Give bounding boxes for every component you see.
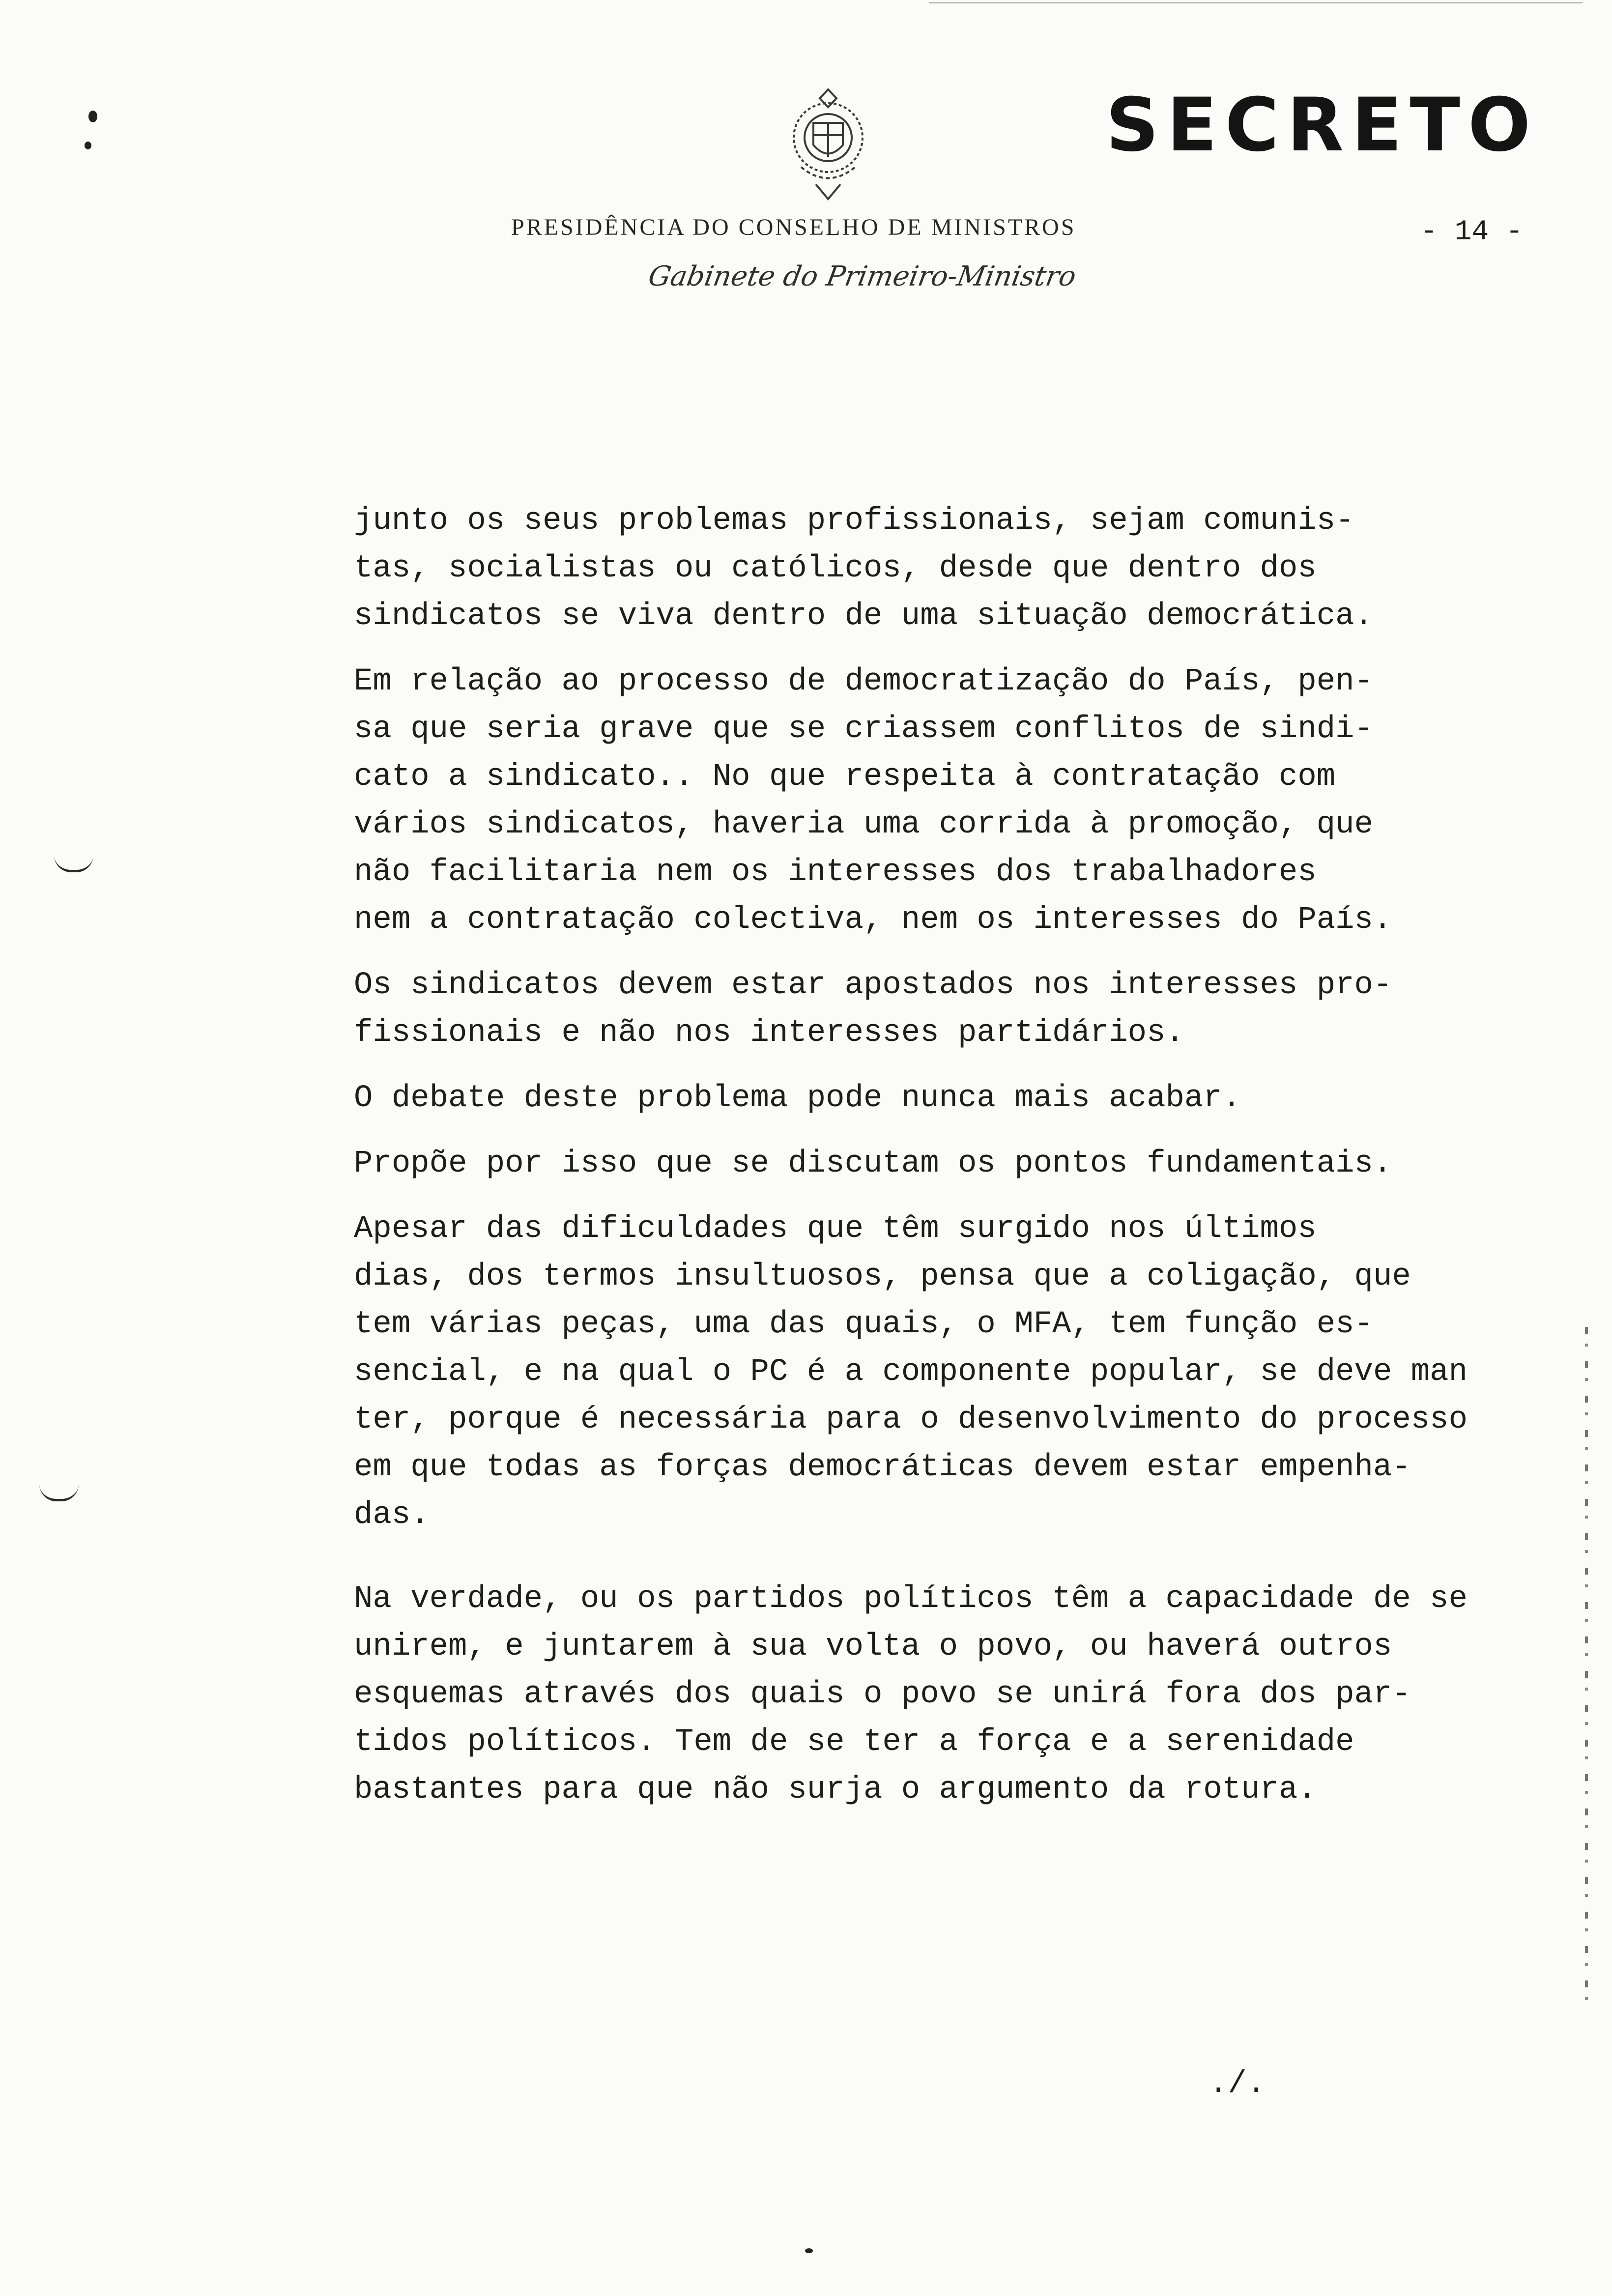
- text-line: tas, socialistas ou católicos, desde que dentro dos: [354, 551, 1317, 586]
- text-line: cato a sindicato.. No que respeita à contratação com: [354, 759, 1336, 795]
- scan-top-rule: [929, 2, 1583, 3]
- text-line: Propõe por isso que se discutam os pontos fundamentais.: [354, 1146, 1392, 1181]
- text-line: tem várias peças, uma das quais, o MFA, tem função es-: [354, 1307, 1373, 1342]
- scan-margin-artifact: [1585, 1327, 1588, 2015]
- text-line: junto os seus problemas profissionais, sejam comunis-: [354, 503, 1354, 539]
- text-line: Na verdade, ou os partidos políticos têm a capacidade de se: [354, 1581, 1468, 1617]
- text-line: esquemas através dos quais o povo se unirá fora dos par-: [354, 1677, 1411, 1712]
- text-line: bastantes para que não surja o argumento da rotura.: [354, 1772, 1317, 1808]
- text-line: fissionais e não nos interesses partidários.: [354, 1015, 1184, 1051]
- punch-hole-mark: [39, 1484, 79, 1501]
- text-line: nem a contratação colectiva, nem os interesses do País.: [354, 902, 1392, 938]
- text-line: em que todas as forças democráticas devem estar empenha-: [354, 1450, 1411, 1485]
- paragraph: [354, 1140, 1533, 1188]
- scan-speck: [88, 111, 97, 122]
- text-line: dias, dos termos insultuosos, pensa que a coligação, que: [354, 1259, 1411, 1294]
- paragraph: [354, 1075, 1533, 1122]
- text-line: não facilitaria nem os interesses dos trabalhadores: [354, 855, 1317, 890]
- continuation-mark: ./.: [1209, 2066, 1266, 2102]
- text-line: Em relação ao processo de democratização do País, pen-: [354, 664, 1373, 699]
- text-line: sa que seria grave que se criassem conflitos de sindi-: [354, 712, 1373, 747]
- paragraph: [354, 658, 1533, 944]
- text-line: sindicatos se viva dentro de uma situação democrática.: [354, 599, 1373, 634]
- text-line: unirem, e juntarem à sua volta o povo, ou haverá outros: [354, 1629, 1392, 1665]
- text-line: vários sindicatos, haveria uma corrida à promoção, que: [354, 807, 1373, 842]
- coat-of-arms-icon: [772, 84, 885, 206]
- paragraph: [354, 962, 1533, 1057]
- paragraph: [354, 1576, 1533, 1814]
- paragraph: [354, 450, 1533, 640]
- scan-speck: [805, 2248, 813, 2253]
- text-line: O debate deste problema pode nunca mais acabar.: [354, 1081, 1241, 1116]
- text-line: ter, porque é necessária para o desenvolvimento do processo: [354, 1402, 1468, 1437]
- text-line: das.: [354, 1497, 430, 1533]
- paragraph: [354, 1205, 1533, 1539]
- punch-hole-mark: [54, 855, 93, 872]
- scan-speck: [85, 142, 91, 149]
- page-number: - 14 -: [1420, 216, 1523, 248]
- text-line: Apesar das dificuldades que têm surgido nos últimos: [354, 1211, 1317, 1247]
- letter-body: [354, 450, 1533, 1814]
- office-subtitle: Gabinete do Primeiro-Ministro: [646, 260, 1079, 292]
- classification-stamp: SECRETO: [1106, 83, 1539, 168]
- text-line: tidos políticos. Tem de se ter a força e a serenidade: [354, 1724, 1354, 1760]
- text-line: Os sindicatos devem estar apostados nos interesses pro-: [354, 968, 1392, 1003]
- text-line: sencial, e na qual o PC é a componente popular, se deve man: [354, 1354, 1468, 1390]
- office-name: PRESIDÊNCIA DO CONSELHO DE MINISTROS: [511, 214, 1076, 240]
